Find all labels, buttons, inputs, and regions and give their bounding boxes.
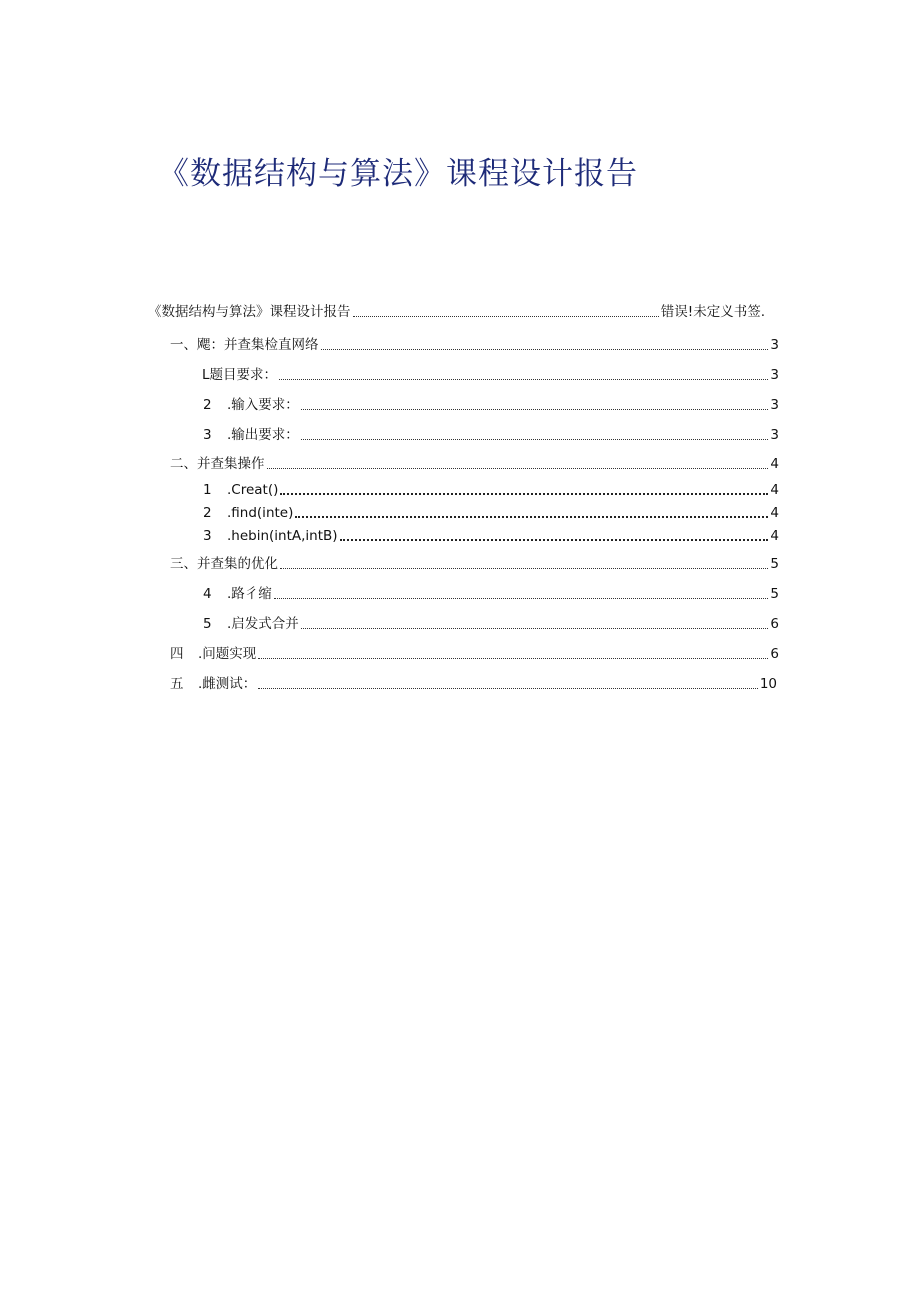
toc-entry-label: .输出要求： <box>227 427 299 443</box>
toc-entry-label: .find(inte) <box>227 505 294 521</box>
toc-entry[interactable] <box>170 675 777 693</box>
toc-entry-page: 3 <box>770 337 779 353</box>
toc-entry-page: 3 <box>770 427 779 443</box>
toc-entry[interactable] <box>203 426 779 444</box>
toc-leader <box>353 316 659 317</box>
toc-entry-label: .雌测试： <box>198 676 257 692</box>
toc-entry-label: 三、并查集的优化 <box>170 556 278 572</box>
toc-leader <box>340 539 769 541</box>
toc-entry-page: 4 <box>770 482 779 498</box>
toc-entry-label: 二、并查集操作 <box>170 456 265 472</box>
toc-entry-label: .路彳缩 <box>227 586 272 602</box>
toc-leader <box>274 598 769 599</box>
toc-leader <box>267 468 769 469</box>
toc-entry-page: 3 <box>770 397 779 413</box>
toc-leader <box>301 628 769 629</box>
toc-entry[interactable] <box>170 555 779 573</box>
toc-entry-page: 4 <box>770 456 779 472</box>
toc-entry-page: 4 <box>770 528 779 544</box>
toc-entry-label: .问题实现 <box>198 646 257 662</box>
toc-entry-page: 10 <box>759 676 777 692</box>
toc-entry-page: 6 <box>770 616 779 632</box>
toc-entry-page: 5 <box>770 586 779 602</box>
toc-entry[interactable] <box>203 615 779 633</box>
toc-leader <box>279 379 768 380</box>
toc-entry-label: .输入要求： <box>227 397 299 413</box>
document-title: 《数据结构与算法》课程设计报告 <box>158 156 638 192</box>
toc-entry-number: 1 <box>203 482 212 498</box>
toc-entry-page: 4 <box>770 505 779 521</box>
toc-entry-number: 2 <box>203 397 212 413</box>
toc-leader <box>258 658 768 659</box>
toc-entry-number: 3 <box>203 427 212 443</box>
toc-entry[interactable] <box>203 585 779 603</box>
toc-leader <box>321 349 769 350</box>
toc-leader <box>280 493 768 495</box>
toc-leader <box>301 439 769 440</box>
toc-leader <box>295 516 768 518</box>
toc-leader <box>301 409 769 410</box>
toc-entry[interactable] <box>148 303 765 321</box>
toc-entry-number: 五 <box>170 676 184 692</box>
toc-entry[interactable] <box>170 336 779 354</box>
toc-entry-label: 一、飔：并查集检直网络 <box>170 337 319 353</box>
toc-leader <box>258 688 758 689</box>
toc-entry-page: 5 <box>770 556 779 572</box>
toc-entry-label: .hebin(intA,intB) <box>227 528 338 544</box>
toc-entry-number: 3 <box>203 528 212 544</box>
toc-entry-label: .Creat() <box>227 482 279 498</box>
toc-entry-number: 四 <box>170 646 184 662</box>
toc-entry-page: 错误!未定义书签. <box>660 304 765 320</box>
toc-entry[interactable] <box>170 645 779 663</box>
toc-entry-number: 2 <box>203 505 212 521</box>
toc-entry[interactable] <box>170 455 779 473</box>
toc-entry-number: 5 <box>203 616 212 632</box>
toc-entry[interactable] <box>203 396 779 414</box>
toc-leader <box>280 568 768 569</box>
toc-entry[interactable] <box>203 481 779 499</box>
toc-entry-label: 《数据结构与算法》课程设计报告 <box>148 304 351 320</box>
toc-entry-label: .启发式合并 <box>227 616 299 632</box>
toc-entry-label: L题目要求： <box>202 367 278 383</box>
toc-entry-page: 6 <box>770 646 779 662</box>
toc-entry-page: 3 <box>770 367 779 383</box>
toc-entry-number: 4 <box>203 586 212 602</box>
toc-entry[interactable] <box>202 366 779 384</box>
toc-entry[interactable] <box>203 527 779 545</box>
toc-entry[interactable] <box>203 504 779 522</box>
